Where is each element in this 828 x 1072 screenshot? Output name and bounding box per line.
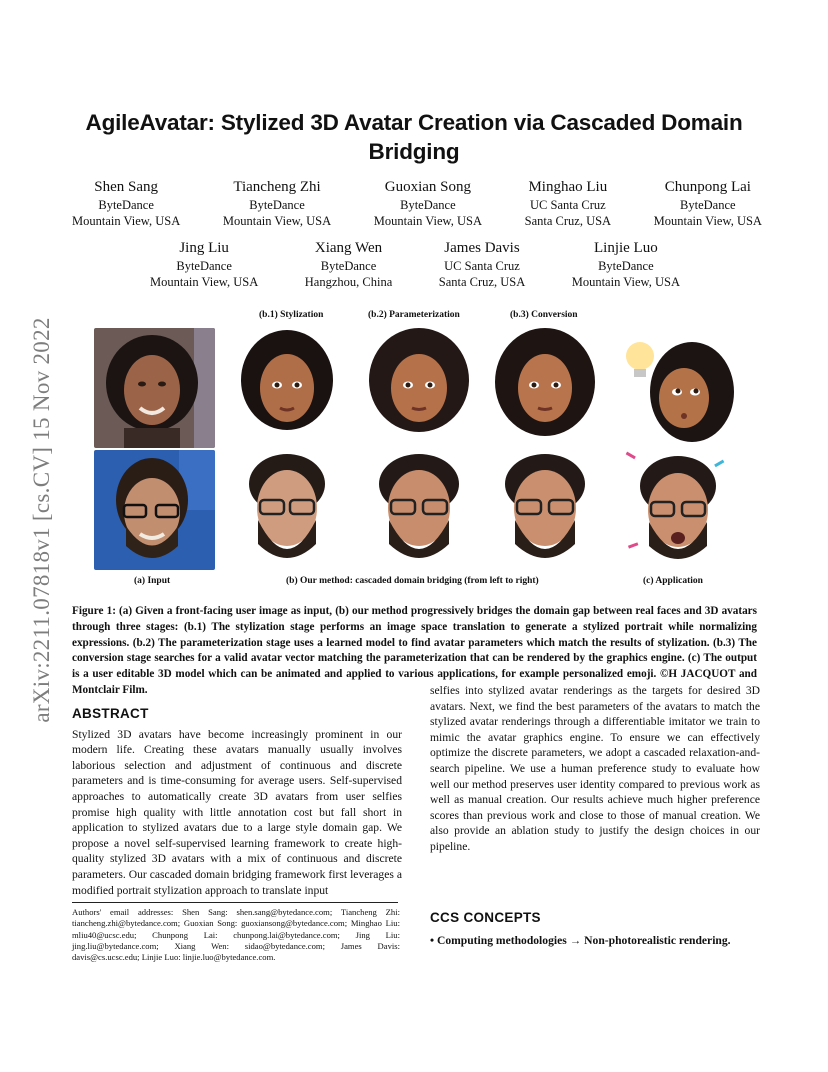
author xyxy=(572,239,680,290)
author-list-row-1 xyxy=(72,178,762,229)
label-stylization: (b.1) Stylization xyxy=(259,310,324,320)
author-location: Hangzhou, China xyxy=(304,275,393,289)
label-application: (c) Application xyxy=(643,576,703,586)
author-name: Jing Liu xyxy=(179,240,229,256)
emoji-application-man xyxy=(618,448,736,570)
author xyxy=(150,239,258,290)
author-org: ByteDance xyxy=(176,259,232,273)
abstract-left-column xyxy=(72,706,402,898)
converted-avatar-woman xyxy=(492,328,598,446)
author xyxy=(72,178,180,229)
author-org: ByteDance xyxy=(249,198,305,212)
abstract-text-right: selfies into stylized avatar renderings as the targets for desired 3D avatars. Next, we find the best parameters of the avatars to match the stylized avatar renderings through a differentiable imitator we train to mimic the avatar graphics engine. To ensure we can effectively optimize the discrete parameters, we adopt a cascaded relaxation-and-search pipeline. We use a human preference study to evaluate how well our method preserves user identity compared to previous work as well as manual creation. Our results achieve much higher preference scores than previous work and close to those of manual creation. We also provide an ablation study to justify the design choices in our pipeline. xyxy=(430,684,760,853)
ccs-concept: • Computing methodologies → Non-photorealistic rendering. xyxy=(430,934,731,947)
author-name: Guoxian Song xyxy=(384,179,472,195)
author-org: UC Santa Cruz xyxy=(530,198,606,212)
author-name: Tiancheng Zhi xyxy=(233,179,321,195)
author-location: Mountain View, USA xyxy=(150,275,259,289)
parameterized-avatar-woman xyxy=(366,328,472,442)
author-location: Mountain View, USA xyxy=(222,214,332,228)
author-location: Mountain View, USA xyxy=(72,214,181,228)
ccs-concepts-section xyxy=(430,910,760,949)
author-name: Linjie Luo xyxy=(593,240,658,256)
author-org: ByteDance xyxy=(598,259,654,273)
author-org: ByteDance xyxy=(400,198,456,212)
author xyxy=(305,239,392,290)
author-name: Minghao Liu xyxy=(528,179,608,195)
author xyxy=(374,178,482,229)
author-location: Mountain View, USA xyxy=(571,275,680,289)
author-name: Chunpong Lai xyxy=(664,179,751,195)
arxiv-identifier: arXiv:2211.07818v1 [cs.CV] 15 Nov 2022 xyxy=(29,317,54,723)
author xyxy=(654,178,762,229)
abstract-text-left: Stylized 3D avatars have become increasingly prominent in our modern life. Creating these avatars manually usually involves laborious selection and adjustment of continuous and discrete parameters and is time-consuming for average users. Self-supervised approaches to automatically create 3D avatars from user selfies promise high quality with little annotation cost but fall short in application to stylized avatars due to a large style domain gap. We propose a novel self-supervised learning framework to create high-quality stylized 3D avatars with a mix of continuous and discrete parameters. Our cascaded domain bridging framework first leverages a modified portrait stylization approach to translate input xyxy=(72,727,402,897)
author xyxy=(525,178,611,229)
figure-caption: Figure 1: (a) Given a front-facing user image as input, (b) our method progressively bridges the domain gap between real faces and 3D avatars through three stages: (b.1) The stylization stage performs an image space translation to generate a stylized portrait while normalizing expressions. (b.2) The parameterization stage uses a learned model to find avatar parameters which match the results of stylization. (b.3) The conversion stage searches for a valid avatar vector matching the parameterization that can be rendered by the graphics engine. (c) The output is a user editable 3D model which can be animated and applied to various applications, for example personalized emoji. ©H JACQUOT and Montclair Film. xyxy=(72,605,757,696)
author-org: ByteDance xyxy=(320,259,377,273)
footnote-divider xyxy=(72,902,398,903)
author-emails-footnote: Authors' email addresses: Shen Sang: shen.sang@bytedance.com; Tiancheng Zhi: tiancheng.zhi@bytedance.com; Guoxian Song: guoxiansong@bytedance.com; Minghao Liu: mliu40@ucsc.edu; Chunpong Lai: chunpong.lai@bytedance.com; Jing Liu: jing.liu@bytedance.com; Xiang Wen: sidao@bytedance.com; James Davis: davis@cs.ucsc.edu; Linjie Luo: linjie.luo@bytedance.com. xyxy=(72,907,400,963)
stylized-avatar-woman xyxy=(238,328,336,442)
author xyxy=(223,178,331,229)
author-name: Xiang Wen xyxy=(314,240,383,256)
author xyxy=(439,239,525,290)
label-input: (a) Input xyxy=(134,576,171,586)
label-parameterization: (b.2) Parameterization xyxy=(368,310,460,320)
author-name: Shen Sang xyxy=(94,179,159,195)
author-name: James Davis xyxy=(444,240,520,256)
ccs-heading: CCS CONCEPTS xyxy=(430,910,541,925)
paper-title: AgileAvatar: Stylized 3D Avatar Creation via Cascaded Domain Bridging xyxy=(85,110,743,164)
author-location: Santa Cruz, USA xyxy=(438,275,526,289)
input-photo-woman xyxy=(94,328,215,448)
author-location: Mountain View, USA xyxy=(373,214,483,228)
author-location: Santa Cruz, USA xyxy=(524,214,612,228)
abstract-right-column xyxy=(430,683,760,855)
author-list-row-2 xyxy=(150,239,680,290)
author-location: Mountain View, USA xyxy=(653,214,762,228)
stylized-avatar-man xyxy=(238,448,336,570)
converted-avatar-man xyxy=(492,448,598,570)
parameterized-avatar-man xyxy=(366,448,472,570)
label-conversion: (b.3) Conversion xyxy=(510,310,578,320)
figure-1 xyxy=(94,308,744,590)
author-org: ByteDance xyxy=(98,198,154,212)
abstract-heading: ABSTRACT xyxy=(72,706,149,721)
author-org: ByteDance xyxy=(680,198,736,212)
input-photo-man xyxy=(94,450,215,570)
emoji-application-woman xyxy=(622,336,736,446)
author-org: UC Santa Cruz xyxy=(444,259,520,273)
label-our-method: (b) Our method: cascaded domain bridging (from left to right) xyxy=(286,576,539,586)
